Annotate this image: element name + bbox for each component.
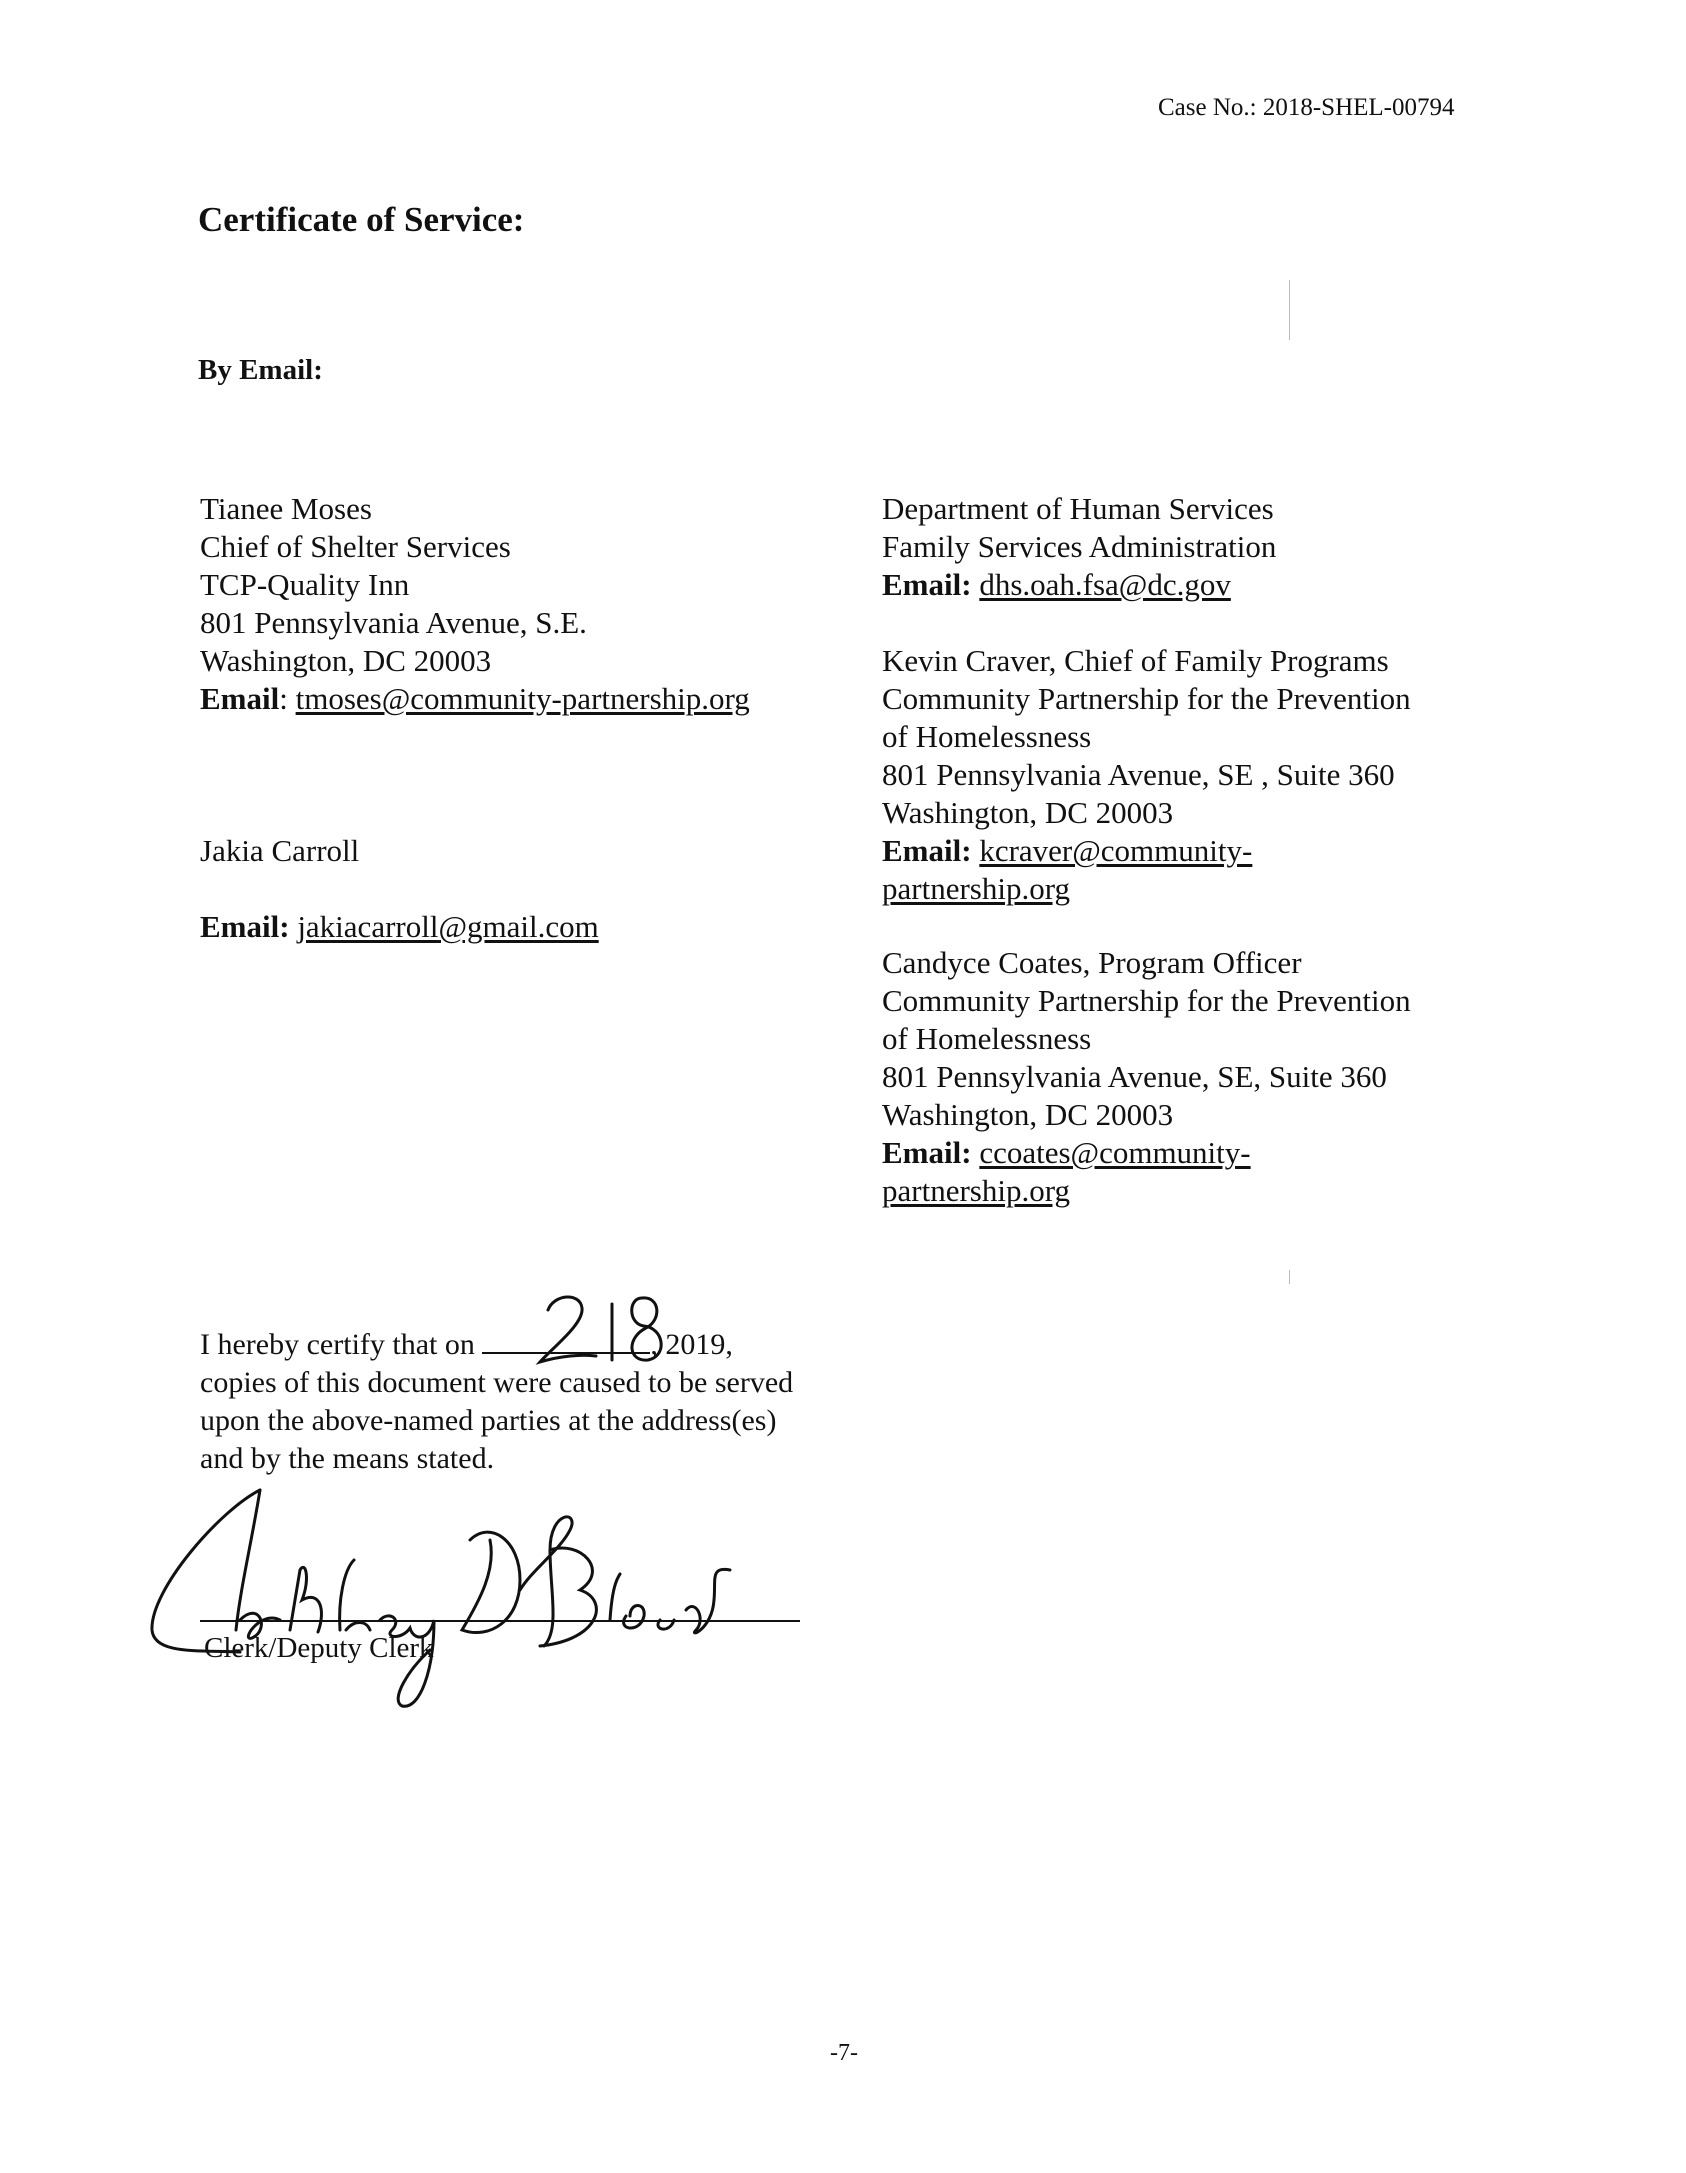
party-organization-cont: of Homelessness [882,1021,1092,1056]
certification-line-2: copies of this document were caused to be served [200,1366,794,1399]
party-name: Kevin Craver, Chief of Family Programs [882,643,1389,678]
handwritten-date [530,1290,700,1370]
party-email-line: Email: tmoses@community-partnership.org [200,681,750,716]
party-title: Chief of Shelter Services [200,529,511,564]
certification-line-1 [200,1322,793,1364]
scan-artifact [1289,280,1290,340]
email-label: Email: [882,833,972,868]
party-email-line [882,832,1411,870]
party-city: Washington, DC 20003 [200,643,492,678]
certification-year: , 2019, [650,1328,733,1361]
party-email-line-cont [882,1172,1411,1210]
certification-statement [200,1322,793,1478]
certification-line-4: and by the means stated. [200,1442,495,1475]
handwritten-signature [140,1470,780,1730]
email-label: Email: [882,1135,972,1170]
scan-artifact [1289,1270,1290,1284]
party-city: Washington, DC 20003 [882,1097,1174,1132]
party-candyce-coates [882,944,1411,1210]
party-kevin-craver [882,642,1411,908]
party-tianee-moses [200,490,750,718]
party-address: 801 Pennsylvania Avenue, SE, Suite 360 [882,1059,1387,1094]
party-address: 801 Pennsylvania Avenue, SE , Suite 360 [882,757,1395,792]
party-organization: TCP-Quality Inn [200,567,410,602]
party-dhs [882,490,1276,604]
email-link[interactable]: dhs.oah.fsa@dc.gov [979,567,1231,602]
party-email-line [882,1134,1411,1172]
document-title: Certificate of Service: [198,200,525,239]
party-email-line [882,566,1276,604]
email-link[interactable]: ccoates@community- [979,1135,1251,1170]
party-name: Department of Human Services [882,491,1274,526]
party-email-line [200,908,599,946]
email-link-cont[interactable]: partnership.org [882,871,1070,906]
email-link[interactable]: jakiacarroll@gmail.com [297,909,599,944]
email-link[interactable]: tmoses@community-partnership.org [295,681,750,716]
certification-prefix: I hereby certify that on [200,1328,475,1361]
party-city: Washington, DC 20003 [882,795,1174,830]
party-organization: Community Partnership for the Prevention [882,983,1411,1018]
email-label: Email: [200,909,290,944]
by-email-heading: By Email: [198,354,323,386]
party-email-line-cont [882,870,1411,908]
party-name: Tianee Moses [200,491,372,526]
party-name: Jakia Carroll [200,833,360,868]
party-address: 801 Pennsylvania Avenue, S.E. [200,605,587,640]
party-division: Family Services Administration [882,529,1277,564]
signature-label: Clerk/Deputy Clerk [204,1632,434,1664]
email-label: Email: [882,567,972,602]
email-link-cont[interactable]: partnership.org [882,1173,1070,1208]
page-number: -7- [830,2040,858,2066]
case-number: Case No.: 2018-SHEL-00794 [1158,94,1455,121]
email-link[interactable]: kcraver@community- [979,833,1253,868]
party-name: Candyce Coates, Program Officer [882,945,1302,980]
party-jakia-carroll [200,832,599,946]
email-label: Email [200,681,280,716]
party-organization-cont: of Homelessness [882,719,1092,754]
party-organization: Community Partnership for the Prevention [882,681,1411,716]
certification-line-3: upon the above-named parties at the address(es) [200,1404,777,1437]
